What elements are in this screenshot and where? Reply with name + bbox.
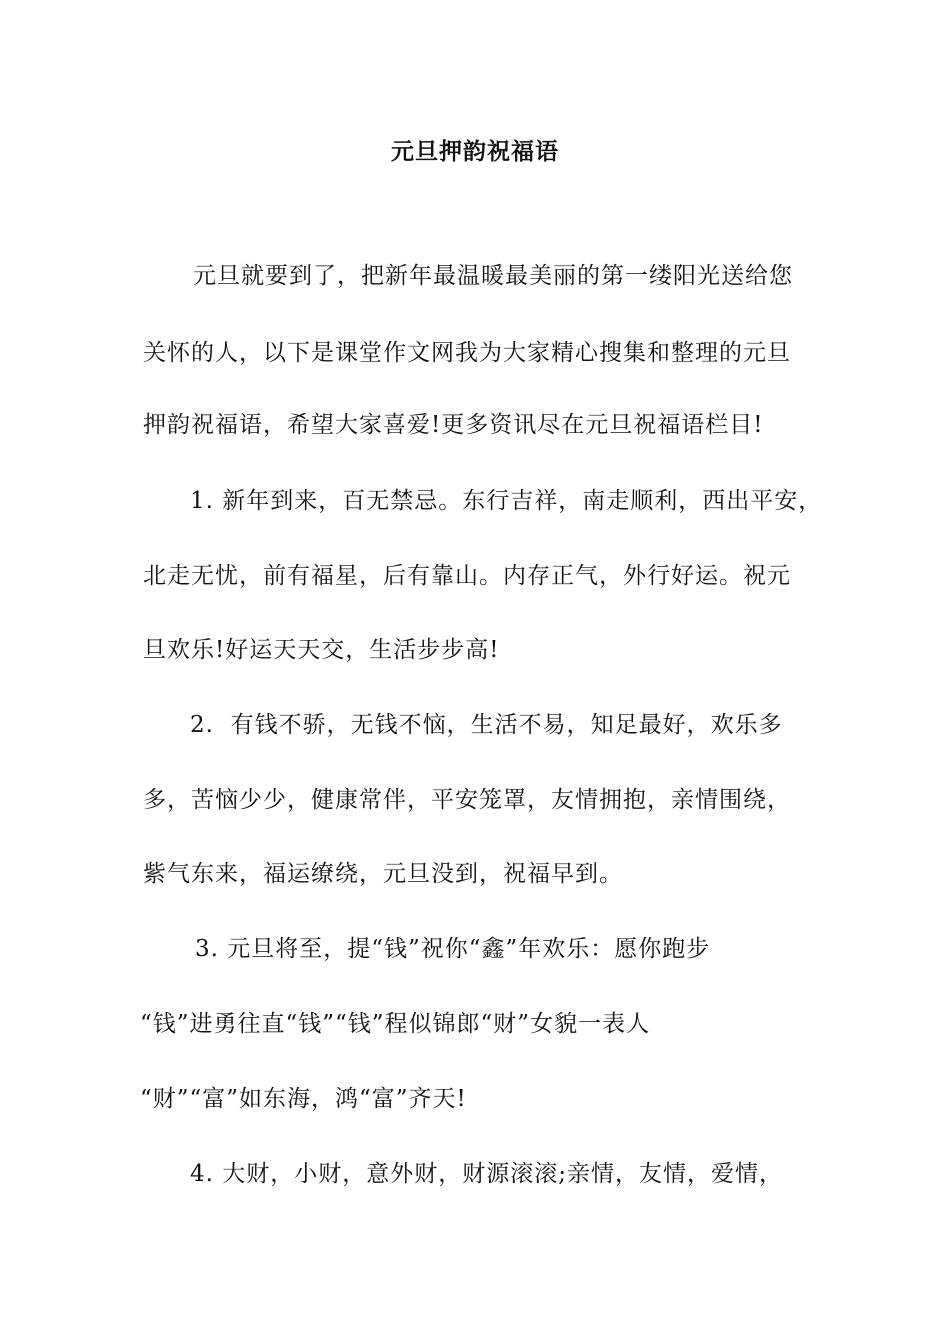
paragraph-line: 2. 有钱不骄，无钱不恼，生活不易，知足最好，欢乐多	[190, 712, 783, 738]
paragraph-line: 押韵祝福语，希望大家喜爱!更多资讯尽在元旦祝福语栏目!	[143, 412, 764, 438]
paragraph-line: 3. 元旦将至，提“钱”祝你“鑫”年欢乐：愿你跑步	[195, 936, 711, 962]
paragraph-line: “财”“富”如东海，鸿“富”齐天!	[140, 1086, 467, 1112]
paragraph-line: 元旦就要到了，把新年最温暖最美丽的第一缕阳光送给您	[193, 263, 793, 289]
paragraph-line: 多，苦恼少少，健康常伴，平安笼罩，友情拥抱，亲情围绕，	[143, 787, 791, 813]
paragraph-line: 关怀的人，以下是课堂作文网我为大家精心搜集和整理的元旦	[143, 340, 791, 366]
paragraph-line: 北走无忧，前有福星，后有靠山。内存正气，外行好运。祝元	[143, 563, 791, 589]
paragraph-line: 4. 大财，小财，意外财，财源滚滚;亲情，友情，爱情，	[190, 1161, 784, 1187]
document-title: 元旦押韵祝福语	[391, 139, 559, 165]
paragraph-line: “钱”进勇往直“钱”“钱”程似锦郎“财”女貌一表人	[140, 1011, 651, 1037]
paragraph-line: 旦欢乐!好运天天交，生活步步高!	[143, 637, 500, 663]
paragraph-line: 1. 新年到来，百无禁忌。东行吉祥，南走顺利，西出平安，	[190, 488, 823, 514]
paragraph-line: 紫气东来，福运缭绕，元旦没到，祝福早到。	[143, 861, 623, 887]
